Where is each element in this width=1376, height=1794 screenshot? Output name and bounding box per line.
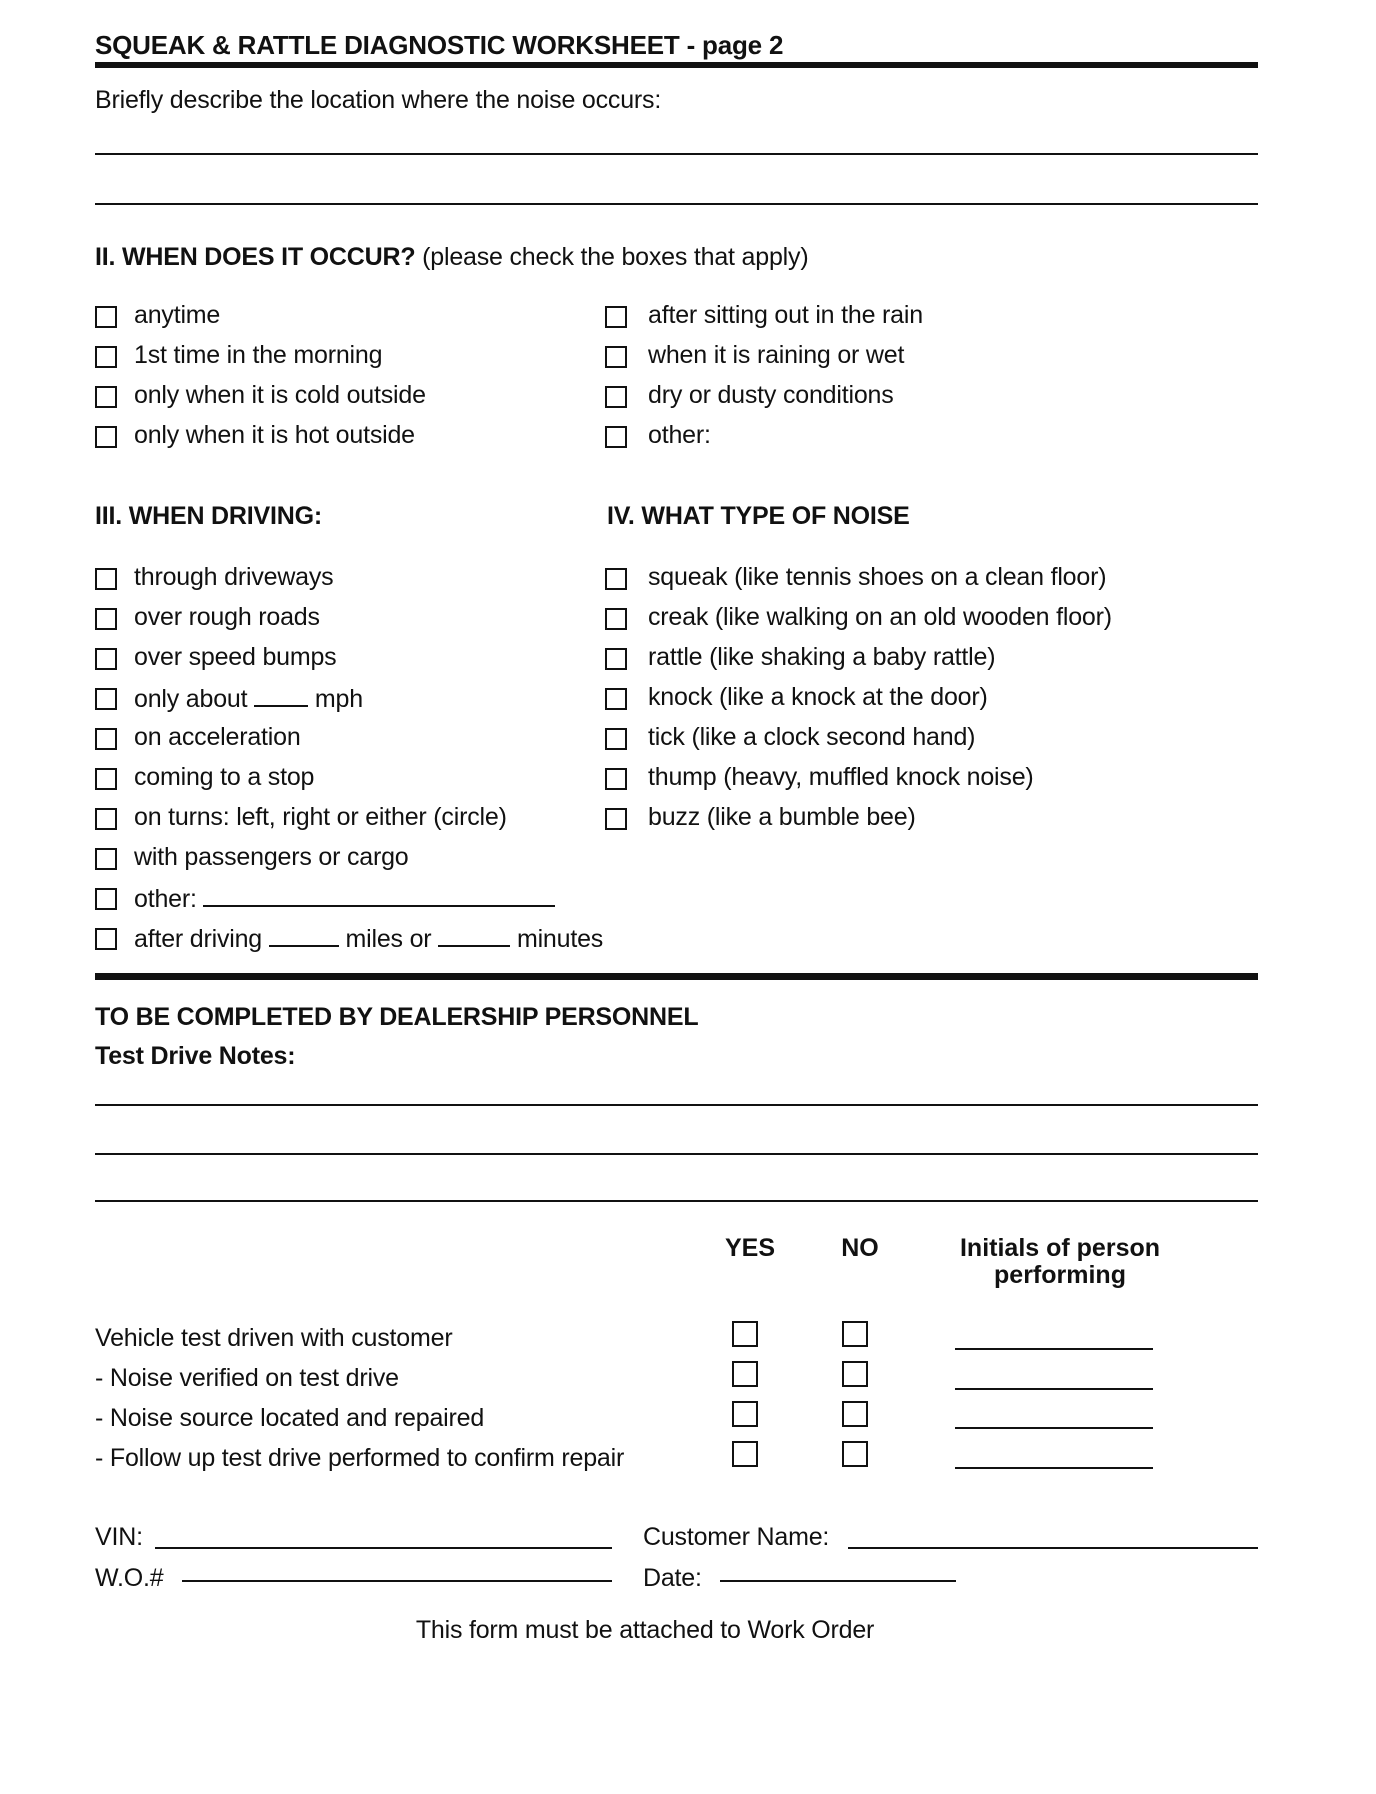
option-label: only when it is cold outside (134, 381, 426, 409)
checkbox[interactable] (605, 306, 627, 328)
yes-checkbox-4[interactable] (732, 1441, 758, 1467)
option-label: rattle (like shaking a baby rattle) (648, 643, 996, 671)
option-label: coming to a stop (134, 763, 315, 791)
option-label: through driveways (134, 563, 334, 591)
option-label (134, 923, 603, 954)
option-label (134, 683, 363, 714)
checkbox[interactable] (95, 688, 117, 710)
location-line-1[interactable] (95, 153, 1258, 155)
col-yes: YES (724, 1234, 776, 1262)
checkbox[interactable] (605, 728, 627, 750)
no-checkbox-2[interactable] (842, 1361, 868, 1387)
yes-checkbox-2[interactable] (732, 1361, 758, 1387)
checkbox[interactable] (95, 568, 117, 590)
col-no: NO (841, 1234, 879, 1262)
checkbox[interactable] (95, 608, 117, 630)
checkbox[interactable] (95, 346, 117, 368)
checkbox[interactable] (95, 426, 117, 448)
vin-label: VIN: (95, 1523, 143, 1551)
yes-checkbox-3[interactable] (732, 1401, 758, 1427)
other-blank[interactable] (203, 883, 555, 907)
section-2-note: (please check the boxes that apply) (415, 243, 809, 271)
location-line-2[interactable] (95, 203, 1258, 205)
checkbox[interactable] (95, 768, 117, 790)
title-divider (95, 62, 1258, 68)
dealer-row-label-4: - Follow up test drive performed to confirm repair (95, 1444, 625, 1472)
notes-line-1[interactable] (95, 1104, 1258, 1106)
after-driving-label: after driving (134, 925, 263, 953)
miles-or-label: miles or (345, 925, 432, 953)
dealer-row-label-2: - Noise verified on test drive (95, 1364, 399, 1392)
option-label: buzz (like a bumble bee) (648, 803, 916, 831)
checkbox[interactable] (605, 386, 627, 408)
footer-note: This form must be attached to Work Order (415, 1616, 875, 1644)
option-label: when it is raining or wet (648, 341, 905, 369)
checkbox[interactable] (95, 808, 117, 830)
col-initials-line1: Initials of person (959, 1234, 1161, 1262)
option-label: squeak (like tennis shoes on a clean floor) (648, 563, 1107, 591)
test-drive-notes-label: Test Drive Notes: (95, 1042, 296, 1070)
minutes-label: minutes (516, 925, 604, 953)
option-label: anytime (134, 301, 221, 329)
option-label: only when it is hot outside (134, 421, 415, 449)
initials-line-1[interactable] (955, 1348, 1153, 1350)
option-label: over rough roads (134, 603, 320, 631)
vin-field[interactable] (155, 1547, 612, 1549)
checkbox[interactable] (95, 728, 117, 750)
checkbox[interactable] (95, 648, 117, 670)
section-4-heading: IV. WHAT TYPE OF NOISE (607, 502, 910, 530)
checkbox[interactable] (605, 568, 627, 590)
section-2-heading (95, 243, 808, 272)
page-title: SQUEAK & RATTLE DIAGNOSTIC WORKSHEET - page 2 (95, 30, 784, 60)
customer-name-field[interactable] (848, 1547, 1258, 1549)
date-field[interactable] (720, 1580, 956, 1582)
speed-label: only about (134, 685, 248, 713)
checkbox[interactable] (605, 608, 627, 630)
checkbox[interactable] (605, 688, 627, 710)
option-label: knock (like a knock at the door) (648, 683, 988, 711)
checkbox[interactable] (605, 648, 627, 670)
col-initials (940, 1235, 1180, 1289)
option-label (134, 883, 555, 914)
option-label: creak (like walking on an old wooden floor) (648, 603, 1112, 631)
option-label: with passengers or cargo (134, 843, 409, 871)
other-label: other: (134, 885, 197, 913)
option-label: other: (648, 421, 711, 449)
no-checkbox-3[interactable] (842, 1401, 868, 1427)
initials-line-3[interactable] (955, 1427, 1153, 1429)
miles-blank[interactable] (269, 923, 339, 947)
col-initials-line2: performing (994, 1261, 1126, 1289)
checkbox[interactable] (605, 426, 627, 448)
notes-line-2[interactable] (95, 1153, 1258, 1155)
option-label: over speed bumps (134, 643, 337, 671)
initials-line-4[interactable] (955, 1467, 1153, 1469)
customer-name-label: Customer Name: (643, 1523, 830, 1551)
initials-line-2[interactable] (955, 1388, 1153, 1390)
section-3-heading: III. WHEN DRIVING: (95, 502, 322, 530)
wo-field[interactable] (182, 1580, 612, 1582)
checkbox[interactable] (95, 928, 117, 950)
mph-unit: mph (314, 685, 363, 713)
checkbox[interactable] (605, 808, 627, 830)
location-prompt: Briefly describe the location where the noise occurs: (95, 86, 662, 114)
no-checkbox-4[interactable] (842, 1441, 868, 1467)
wo-label: W.O.# (95, 1564, 164, 1592)
checkbox[interactable] (95, 306, 117, 328)
option-label: 1st time in the morning (134, 341, 383, 369)
option-label: on acceleration (134, 723, 301, 751)
no-checkbox-1[interactable] (842, 1321, 868, 1347)
checkbox[interactable] (95, 848, 117, 870)
checkbox[interactable] (605, 768, 627, 790)
date-label: Date: (643, 1564, 702, 1592)
checkbox[interactable] (95, 888, 117, 910)
checkbox[interactable] (95, 386, 117, 408)
mph-blank[interactable] (254, 683, 308, 707)
option-label: dry or dusty conditions (648, 381, 894, 409)
section-2-title: II. WHEN DOES IT OCCUR? (95, 243, 416, 271)
option-label: after sitting out in the rain (648, 301, 923, 329)
dealer-row-label-3: - Noise source located and repaired (95, 1404, 485, 1432)
dealer-row-label-1: Vehicle test driven with customer (95, 1324, 453, 1352)
checkbox[interactable] (605, 346, 627, 368)
option-label: tick (like a clock second hand) (648, 723, 976, 751)
minutes-blank[interactable] (438, 923, 510, 947)
option-label: on turns: left, right or either (circle) (134, 803, 507, 831)
dealer-divider (95, 973, 1258, 980)
dealer-heading: TO BE COMPLETED BY DEALERSHIP PERSONNEL (95, 1003, 699, 1031)
notes-line-3[interactable] (95, 1200, 1258, 1202)
option-label: thump (heavy, muffled knock noise) (648, 763, 1034, 791)
yes-checkbox-1[interactable] (732, 1321, 758, 1347)
